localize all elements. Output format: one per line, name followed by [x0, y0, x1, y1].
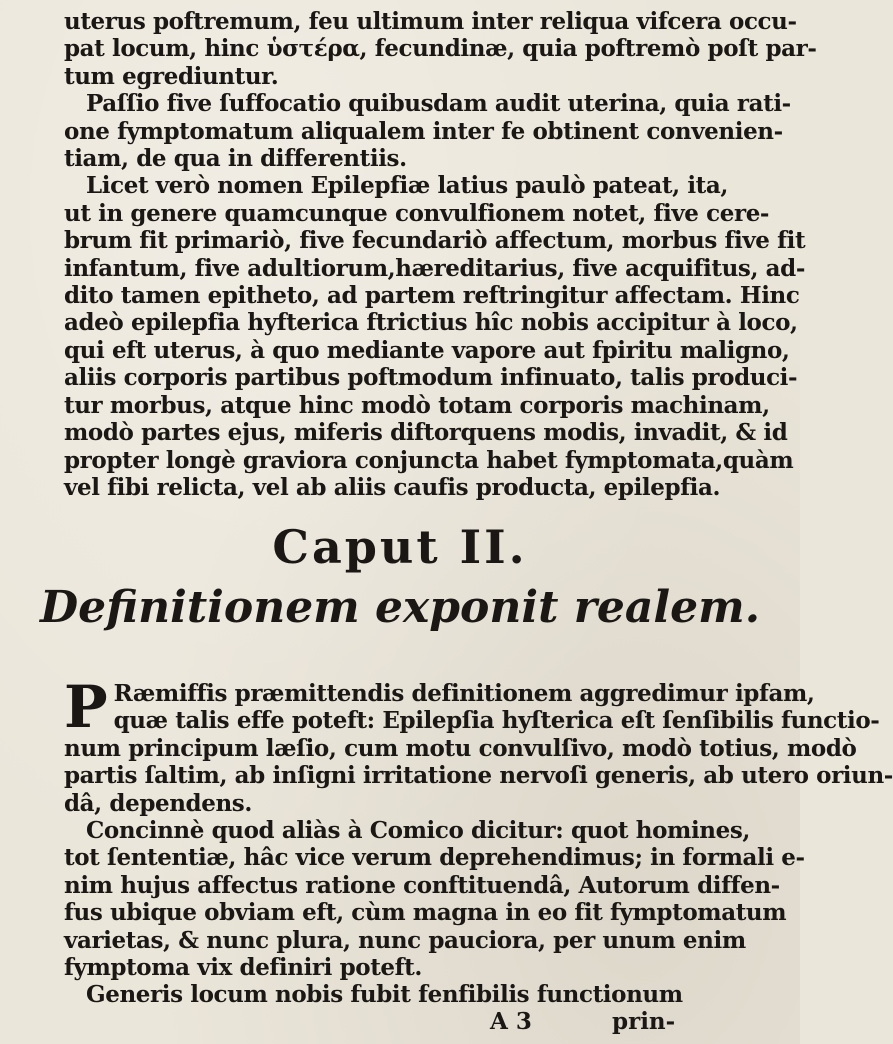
chapter-heading: Caput II.	[272, 520, 528, 574]
text-line: adeò epilepfia hyfterica ftrictius hîc nobis accipitur à loco,	[64, 309, 798, 337]
text-line: qui eft uterus, à quo mediante vapore aut fpiritu maligno,	[64, 336, 790, 364]
text-line: brum fit primariò, five fecundariò affectum, morbus five fit	[64, 227, 806, 255]
signature-mark: A 3	[490, 1008, 532, 1035]
text-line: infantum, five adultiorum,hæreditarius, five acquifitus, ad-	[64, 254, 805, 282]
catchword: prin-	[612, 1008, 676, 1035]
text-line: aliis corporis partibus poftmodum infinuato, talis produci-	[64, 364, 798, 392]
text-line: ut in genere quamcunque convulfionem notet, five cere-	[64, 199, 770, 227]
chapter-title: Definitionem exponit realem.	[39, 582, 761, 633]
text-line: quæ talis effe poteft: Epilepſia hyſterica eſt ſenſibilis functio-	[113, 707, 880, 735]
text-line: vel fibi relicta, vel ab aliis caufis producta, epilepfia.	[64, 473, 721, 501]
text-line: pat locum, hinc ὑστέρα, fecundinæ, quia poftremò poſt par-	[64, 35, 817, 63]
text-line: Licet verò nomen Epilepfiæ latius paulò pateat, ita,	[86, 172, 729, 200]
drop-cap: P	[64, 673, 108, 741]
text-line: num principum læſio, cum motu convulſivo, modò totius, modò	[64, 734, 857, 762]
text-line: Ræmiffis præmittendis definitionem aggredimur ipfam,	[113, 680, 815, 707]
text-line: fus ubique obviam eft, cùm magna in eo fit fymptomatum	[64, 899, 787, 927]
definition-text	[64, 673, 893, 1009]
text-line: dito tamen epitheto, ad partem reftringitur affectam. Hinc	[64, 282, 800, 310]
text-line: tot ſententiæ, hâc vice verum deprehendimus; in formali e-	[64, 844, 805, 872]
text-line: dâ, dependens.	[64, 789, 252, 817]
text-line: modò partes ejus, miferis diftorquens modis, invadit, & id	[64, 419, 788, 447]
text-line: fymptoma vix definiri poteft.	[64, 954, 422, 982]
text-line: uterus poftremum, feu ultimum inter reliqua vifcera occu-	[64, 8, 797, 35]
text-line: one fymptomatum aliqualem inter fe obtinent convenien-	[64, 117, 783, 145]
text-line: tur morbus, atque hinc modò totam corporis machinam,	[64, 391, 770, 419]
text-line: Paſſio five ſuffocatio quibusdam audit uterina, quia rati-	[86, 90, 791, 118]
text-line: Concinnè quod aliàs à Comico dicitur: quot homines,	[86, 817, 750, 845]
text-line: Generis locum nobis fubit fenfibilis functionum	[86, 981, 683, 1009]
text-line: propter longè graviora conjuncta habet fymptomata,quàm	[64, 446, 794, 474]
text-line: tum egrediuntur.	[64, 62, 279, 90]
text-line: tiam, de qua in differentiis.	[64, 145, 407, 173]
text-line: varietas, & nunc plura, nunc pauciora, per unum enim	[64, 926, 746, 954]
text-line: partis ſaltim, ab inſigni irritatione nervoſi generis, ab utero oriun-	[64, 762, 893, 790]
text-line: nim hujus affectus ratione conftituendâ, Autorum diffen-	[64, 871, 780, 899]
opening-text	[64, 8, 817, 501]
